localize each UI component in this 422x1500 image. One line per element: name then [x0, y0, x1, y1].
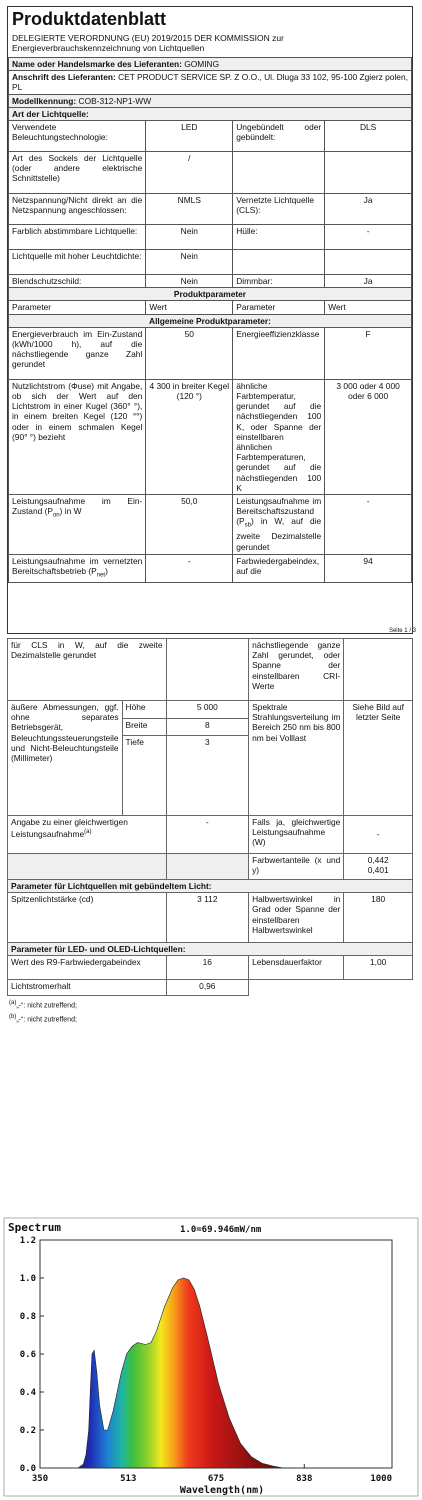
product-parameters-heading: Produktparameter: [9, 288, 412, 301]
chart-title: Spectrum: [8, 1221, 61, 1234]
footnotes: [7, 996, 413, 1027]
x-tick-label: 838: [296, 1474, 313, 1484]
x-tick-label: 1000: [370, 1474, 392, 1484]
datasheet-page-2: [7, 638, 413, 1027]
x-tick-label: 513: [120, 1474, 137, 1484]
x-tick-label: 350: [31, 1474, 49, 1484]
product-params-continued-table: für CLS in W, auf die zweite Dezimalstelle gerundet nächstliegende ganze Zahl gerundet, oder Spanne der einstellbaren CRI-Werte äußere Abmessungen, ggf. ohne separates Betriebsgerät, Beleuchtungssteuerungsteile und Nicht-Beleuchtungsteile (Millimeter) Höhe 5 000 Spektrale Strahlungsverteilung im Bereich 250 nm bis 800 nm bei Volllast Siehe Bild auf letzter Seite Breite 8 Tiefe 3 Angabe zu einer gleichwertigen Leistungsaufnahme$^{(a)}$ - Falls ja, gleichwertige Leistungsaufnahme (W) - Farbwertanteile (x und y) 0,442 0,401 Parameter für Lichtquellen mit gebündeltem Licht: Spitzenlichtstärke (cd) 3 112 Halbwertswinkel in Grad oder Spanne der einstellbaren Halbwertswinkel 180 Parameter für LED- und OLED-Lichtquellen: Wert des R9-Farbwiedergabeindex 16 Lebensdauerfaktor 1,00 Lichtstromerhalt 0,96: [7, 638, 413, 996]
led-parameters-heading: Parameter für LED- und OLED-Lichtquellen:: [8, 943, 413, 956]
model-row: Modellkennung: COB-312-NP1-WW: [9, 94, 412, 107]
datasheet-page-1: [7, 6, 413, 634]
y-tick-label: 0.6: [19, 1350, 36, 1360]
chart-annotation: 1.0=69.946mW/nm: [180, 1225, 262, 1235]
y-tick-label: 0.2: [19, 1426, 36, 1436]
col-parameter: Parameter: [9, 301, 146, 314]
supplier-row: Name oder Handelsmarke des Lieferanten: GOMING: [9, 58, 412, 71]
directional-parameters-heading: Parameter für Lichtquellen mit gebündeltem Licht:: [8, 880, 413, 893]
footnote-b: $^{(b)}$„-“: nicht zutreffend;: [9, 1013, 77, 1024]
col-value: Wert: [146, 301, 233, 314]
page-number: Seite 1 / 3: [388, 628, 416, 634]
x-axis-label: Wavelength(nm): [179, 1485, 265, 1496]
light-source-type-heading: Art der Lichtquelle:: [9, 107, 412, 120]
product-info-table: Name oder Handelsmarke des Lieferanten: GOMING Anschrift des Lieferanten: CET PRODUCT SERVICE SP. Z O.O., Ul. Dluga 33 102, 95-100 Zgierz polen, PL Modellkennung: COB-312-NP1-WW Art der Lichtquelle: Verwendete Beleuchtungstechnologie: LED Ungebündelt oder gebündelt: DLS Art des Sockels der Lichtquelle (oder andere elektrische Schnittstelle) / Netzspannung/Nicht direkt an die Netzspannung angeschlossen: NMLS Vernetzte Lichtquelle (CLS): Ja Farblich abstimmbare Lichtquelle: Nein Hülle: - Lichtquelle mit hoher Leuchtdichte: Nein Blendschutzschild: Nein Dimmbar: Ja Produktparameter Parameter Wert Parameter Wert Allgemeine Produktparameter: Energieverbrauch im Ein-Zustand (kWh/1000 h), auf die nächstliegende ganze Zahl gerundet 50 Energieeffizienzklasse F Nutzlichtstrom (Φuse) mit Angabe, ob sich der Wert auf den Lichtstrom in einer Kugel (360° °), in einem breiten Kegel (120 °°) oder in einem schmalen Kegel (90° °) bezieht 4 300 in breiter Kegel (120 °) ähnliche Farbtemperatur, gerundet auf die nächstliegenden 100 K, oder Spanne der einstellbaren ähnlichen Farbtemperaturen, gerundet auf die nächstliegenden 100 K 3 000 oder 4 000 oder 6 000 Leistungsaufnahme im Ein-Zustand $(P_{on})$ in W 50,0 Leistungsaufnahme im Bereitschaftszustand $(P_{sb})$ in W, auf die zweite Dezimalstelle gerundet - Leistungsaufnahme im vernetzten Bereitschaftsbetrieb $(P_{net})$ - Farbwiedergabeindex, auf die 94: [8, 57, 412, 583]
y-tick-label: 0.0: [19, 1464, 36, 1474]
y-tick-label: 0.8: [19, 1312, 36, 1322]
general-parameters-heading: Allgemeine Produktparameter:: [9, 314, 412, 327]
x-tick-label: 675: [207, 1474, 225, 1484]
regulation-text: DELEGIERTE VERORDNUNG (EU) 2019/2015 DER KOMMISSION zur Energieverbrauchskennzeichnung von Lichtquellen: [12, 33, 284, 53]
spectrum-chart: [0, 1214, 422, 1500]
address-row: Anschrift des Lieferanten: CET PRODUCT SERVICE SP. Z O.O., Ul. Dluga 33 102, 95-100 Zgierz polen, PL: [9, 71, 412, 94]
page-title: Produktdatenblatt: [12, 9, 167, 29]
y-tick-label: 1.2: [19, 1236, 36, 1246]
y-tick-label: 1.0: [19, 1274, 36, 1284]
footnote-a: $^{(a)}$„-“: nicht zutreffend;: [9, 1000, 77, 1010]
y-tick-label: 0.4: [19, 1388, 36, 1398]
dimensions-label: äußere Abmessungen, ggf. ohne separates Betriebsgerät, Beleuchtungssteuerungsteile und Nicht-Beleuchtungsteile (Millimeter): [8, 701, 123, 816]
